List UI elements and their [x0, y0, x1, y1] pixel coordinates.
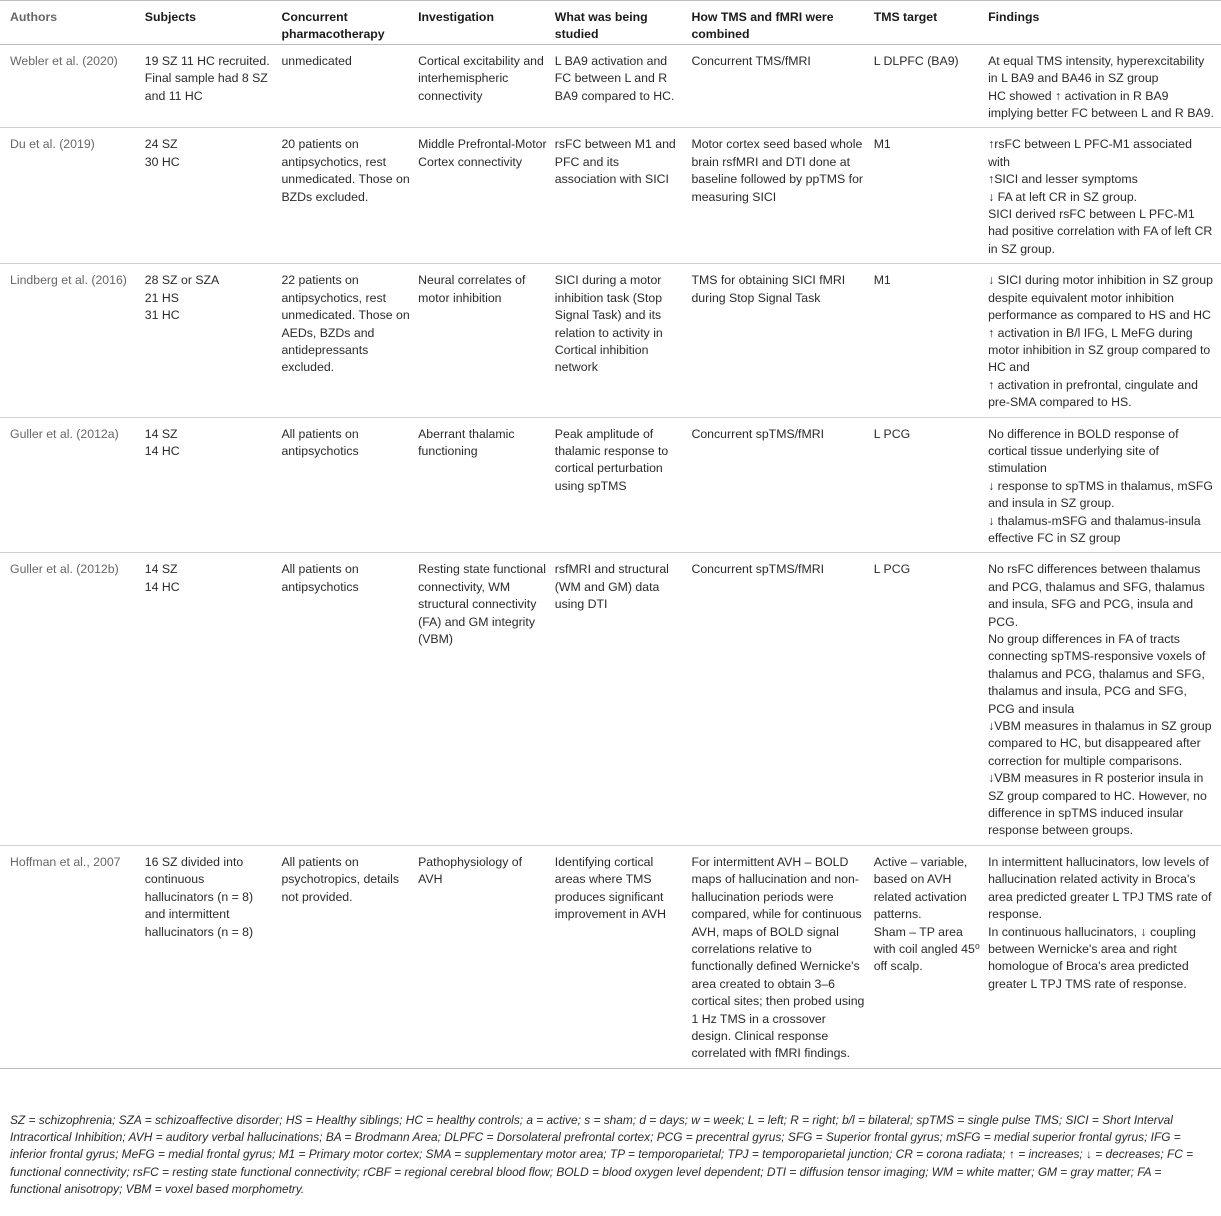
cell-pharmacotherapy-line: 22 patients on antipsychotics, rest unmedicated. Those on AEDs, BZDs and antidepressants excluded. — [281, 273, 410, 375]
cell-studied-line: L BA9 activation and FC between L and R BA9 compared to HC. — [554, 53, 675, 103]
cell-target-line: M1 — [873, 273, 891, 288]
cell-combined — [691, 44, 873, 128]
cell-pharmacotherapy — [281, 845, 418, 1068]
cell-findings-line: ↓ FA at left CR in SZ group. — [988, 189, 1138, 204]
cell-studied — [555, 128, 692, 264]
header-investigation: Investigation — [418, 1, 555, 45]
cell-subjects — [145, 417, 282, 553]
cell-investigation-line: Neural correlates of motor inhibition — [418, 273, 526, 305]
cell-subjects-line: 31 HC — [144, 308, 180, 323]
cell-subjects — [145, 264, 282, 417]
cell-findings-line: No group differences in FA of tracts connecting spTMS-responsive voxels of thalamus and PCG, thalamus and SFG, thalamus and insula, PCG and SFG, PCG and insula — [988, 632, 1206, 716]
cell-target-line: L DLPFC (BA9) — [873, 53, 959, 68]
cell-authors: Du et al. (2019) — [10, 137, 95, 152]
cell-investigation — [418, 417, 555, 553]
cell-investigation — [418, 264, 555, 417]
cell-combined-line: Concurrent spTMS/fMRI — [691, 426, 825, 441]
cell-target-line: Active – variable, based on AVH related activation patterns. — [873, 854, 968, 922]
header-subjects: Subjects — [145, 1, 282, 45]
cell-authors: Guller et al. (2012b) — [10, 562, 119, 577]
cell-findings-line: ↓ response to spTMS in thalamus, mSFG and insula in SZ group. — [988, 478, 1213, 511]
cell-subjects-line: 30 HC — [144, 154, 180, 169]
cell-combined-line: TMS for obtaining SICI fMRI during Stop Signal Task — [691, 273, 846, 305]
cell-combined — [691, 128, 873, 264]
table-body — [0, 44, 1221, 1068]
cell-pharmacotherapy-line: All patients on psychotropics, details not provided. — [281, 854, 399, 904]
cell-combined-line: For intermittent AVH – BOLD maps of hallucination and non-hallucination periods were compared, while for continuous AVH, maps of BOLD signal correlations relative to functionally defined Wernicke's area created to obtain 3–6 cortical sites; then probed using 1 Hz TMS in a crossover design. Clinical response correlated with fMRI findings. — [691, 854, 865, 1061]
cell-findings-line: In intermittent hallucinators, low levels of hallucination related activity in Broca's area predicted greater L TPJ TMS rate of response. — [988, 854, 1212, 922]
cell-findings-line: No difference in BOLD response of cortical tissue underlying site of stimulation — [988, 426, 1179, 476]
table-row — [0, 264, 1221, 417]
cell-combined — [691, 553, 873, 846]
cell-investigation-line: Pathophysiology of AVH — [418, 854, 523, 887]
cell-findings — [988, 264, 1221, 417]
cell-investigation — [418, 128, 555, 264]
cell-findings — [988, 553, 1221, 846]
cell-pharmacotherapy-line: unmedicated — [281, 53, 352, 68]
cell-findings-line: ↑ activation in prefrontal, cingulate and pre-SMA compared to HS. — [988, 377, 1198, 410]
header-findings: Findings — [988, 1, 1221, 45]
cell-studied — [555, 417, 692, 553]
cell-subjects-line: 14 HC — [144, 443, 180, 458]
cell-authors: Lindberg et al. (2016) — [10, 273, 127, 288]
table-row — [0, 44, 1221, 128]
cell-pharmacotherapy-line: All patients on antipsychotics — [281, 562, 359, 594]
header-pharmacotherapy: Concurrent pharmacotherapy — [281, 1, 418, 45]
table-header — [0, 1, 1221, 45]
cell-combined — [691, 417, 873, 553]
cell-studied — [555, 553, 692, 846]
header-authors: Authors — [0, 1, 145, 45]
cell-target-line: Sham – TP area with coil angled 45⁰ off scalp. — [873, 924, 980, 974]
cell-authors: Guller et al. (2012a) — [10, 426, 119, 441]
cell-subjects-line: 16 SZ divided into continuous hallucinators (n = 8) and intermittent hallucinators (n = 8) — [144, 854, 254, 939]
cell-findings-line: SICI derived rsFC between L PFC-M1 had positive correlation with FA of left CR in SZ group. — [988, 207, 1213, 256]
cell-subjects-line: 21 HS — [144, 290, 179, 305]
header-row — [0, 1, 1221, 45]
cell-target — [874, 417, 988, 553]
cell-investigation-line: Middle Prefrontal-Motor Cortex connectivity — [418, 137, 547, 169]
cell-target-line: L PCG — [873, 562, 911, 577]
cell-studied-line: rsfMRI and structural (WM and GM) data using DTI — [554, 562, 669, 612]
cell-target — [874, 264, 988, 417]
table-footnote: SZ = schizophrenia; SZA = schizoaffective disorder; HS = Healthy siblings; HC = healthy controls; a = active; s = sham; d = days; w = week; L = left; R = right; b/l = bilateral; spTMS = single pulse TMS; SICI = Short Interval Intracortical Inhibition; AVH = auditory verbal hallucinations; BA = Brodmann Area; DLPFC = Dorsolateral prefrontal cortex; PCG = precentral gyrus; SFG = Superior frontal gyrus; mSFG = medial superior frontal gyrus; IFG = inferior frontal gyrus; MeFG = medial frontal gyrus; M1 = Primary motor cortex; SMA = supplementary motor area; TP = temporoparietal; TPJ = temporoparietal junction; CR = corona radiata; ↑ = increases; ↓ = decreases; FC = functional connectivity; rsFC = resting state functional connectivity; rCBF = regional cerebral blood flow; BOLD = blood oxygen level dependent; DTI = diffusion tensor imaging; WM = white matter; GM = gray matter; FA = functional anisotropy; VBM = voxel based morphometry. — [10, 1113, 1194, 1196]
header-studied: What was being studied — [555, 1, 692, 45]
table-row — [0, 845, 1221, 1068]
cell-studied — [555, 845, 692, 1068]
cell-subjects-line: 28 SZ or SZA — [144, 273, 220, 288]
cell-investigation-line: Resting state functional connectivity, WM structural connectivity (FA) and GM integrity (VBM) — [418, 562, 546, 646]
cell-findings — [988, 845, 1221, 1068]
cell-studied-line: SICI during a motor inhibition task (Stop Signal Task) and its relation to activity in Cortical inhibition network — [554, 273, 663, 375]
cell-combined — [691, 264, 873, 417]
cell-pharmacotherapy — [281, 553, 418, 846]
cell-target — [874, 44, 988, 128]
cell-investigation — [418, 845, 555, 1068]
cell-target — [874, 128, 988, 264]
cell-pharmacotherapy — [281, 128, 418, 264]
cell-subjects — [145, 128, 282, 264]
cell-studied-line: Identifying cortical areas where TMS produces significant improvement in AVH — [554, 854, 666, 922]
cell-target-line: L PCG — [873, 426, 911, 441]
cell-findings-line: ↓ thalamus-mSFG and thalamus-insula effective FC in SZ group — [988, 513, 1201, 545]
cell-findings-line: In continuous hallucinators, ↓ coupling between Wernicke's area and right homologue of Broca's area predicted greater L TPJ TMS rate of response. — [988, 924, 1196, 991]
cell-subjects-line: 24 SZ — [144, 137, 178, 152]
cell-investigation — [418, 44, 555, 128]
cell-subjects-line: 14 SZ — [144, 426, 178, 441]
cell-findings-line: ↓VBM measures in R posterior insula in SZ group compared to HC. However, no difference in spTMS induced insular response between groups. — [988, 771, 1207, 838]
cell-investigation-line: Cortical excitability and interhemispheric connectivity — [418, 53, 544, 103]
cell-investigation-line: Aberrant thalamic functioning — [418, 426, 515, 458]
cell-combined-line: Concurrent spTMS/fMRI — [691, 562, 825, 577]
cell-findings — [988, 44, 1221, 128]
cell-findings — [988, 417, 1221, 553]
cell-pharmacotherapy-line: 20 patients on antipsychotics, rest unmedicated. Those on BZDs excluded. — [281, 137, 410, 204]
cell-studied-line: rsFC between M1 and PFC and its association with SICI — [554, 137, 676, 187]
table-row — [0, 417, 1221, 553]
cell-subjects-line: 19 SZ 11 HC recruited. Final sample had 8 SZ and 11 HC — [144, 53, 270, 103]
cell-authors: Hoffman et al., 2007 — [10, 854, 121, 869]
cell-studied — [555, 44, 692, 128]
cell-subjects — [145, 845, 282, 1068]
cell-target — [874, 845, 988, 1068]
cell-subjects-line: 14 SZ — [144, 562, 178, 577]
cell-findings-line: HC showed ↑ activation in R BA9 implying better FC between L and R BA9. — [988, 88, 1214, 121]
cell-pharmacotherapy — [281, 264, 418, 417]
cell-pharmacotherapy-line: All patients on antipsychotics — [281, 426, 359, 458]
cell-findings — [988, 128, 1221, 264]
cell-findings-line: ↓VBM measures in thalamus in SZ group compared to HC, but disappeared after correction for multiple comparisons. — [988, 719, 1212, 768]
cell-investigation — [418, 553, 555, 846]
cell-findings-line: ↑rsFC between L PFC-M1 associated with — [988, 137, 1192, 169]
cell-authors: Webler et al. (2020) — [10, 53, 118, 68]
cell-subjects — [145, 44, 282, 128]
cell-studied — [555, 264, 692, 417]
cell-subjects — [145, 553, 282, 846]
cell-findings-line: ↑SICI and lesser symptoms — [988, 172, 1138, 187]
cell-combined-line: Motor cortex seed based whole brain rsfMRI and DTI done at baseline followed by ppTMS for measuring SICI — [691, 137, 864, 204]
table-row — [0, 128, 1221, 264]
cell-combined-line: Concurrent TMS/fMRI — [691, 53, 811, 68]
cell-combined — [691, 845, 873, 1068]
cell-subjects-line: 14 HC — [144, 579, 180, 594]
table-row — [0, 553, 1221, 846]
cell-pharmacotherapy — [281, 417, 418, 553]
cell-studied-line: Peak amplitude of thalamic response to cortical perturbation using spTMS — [554, 426, 669, 493]
cell-pharmacotherapy — [281, 44, 418, 128]
header-target: TMS target — [874, 1, 988, 45]
cell-findings-line: ↓ SICI during motor inhibition in SZ group despite equivalent motor inhibition performance as compared to HS and HC — [988, 273, 1213, 323]
cell-target-line: M1 — [873, 137, 891, 152]
cell-findings-line: At equal TMS intensity, hyperexcitability in L BA9 and BA46 in SZ group — [988, 53, 1205, 86]
header-combined: How TMS and fMRI were combined — [691, 1, 873, 45]
cell-target — [874, 553, 988, 846]
cell-findings-line: No rsFC differences between thalamus and PCG, thalamus and SFG, thalamus and insula, SFG and PCG, insula and PCG. — [988, 562, 1205, 629]
cell-findings-line: ↑ activation in B/l IFG, L MeFG during motor inhibition in SZ group compared to HC and — [988, 325, 1211, 375]
